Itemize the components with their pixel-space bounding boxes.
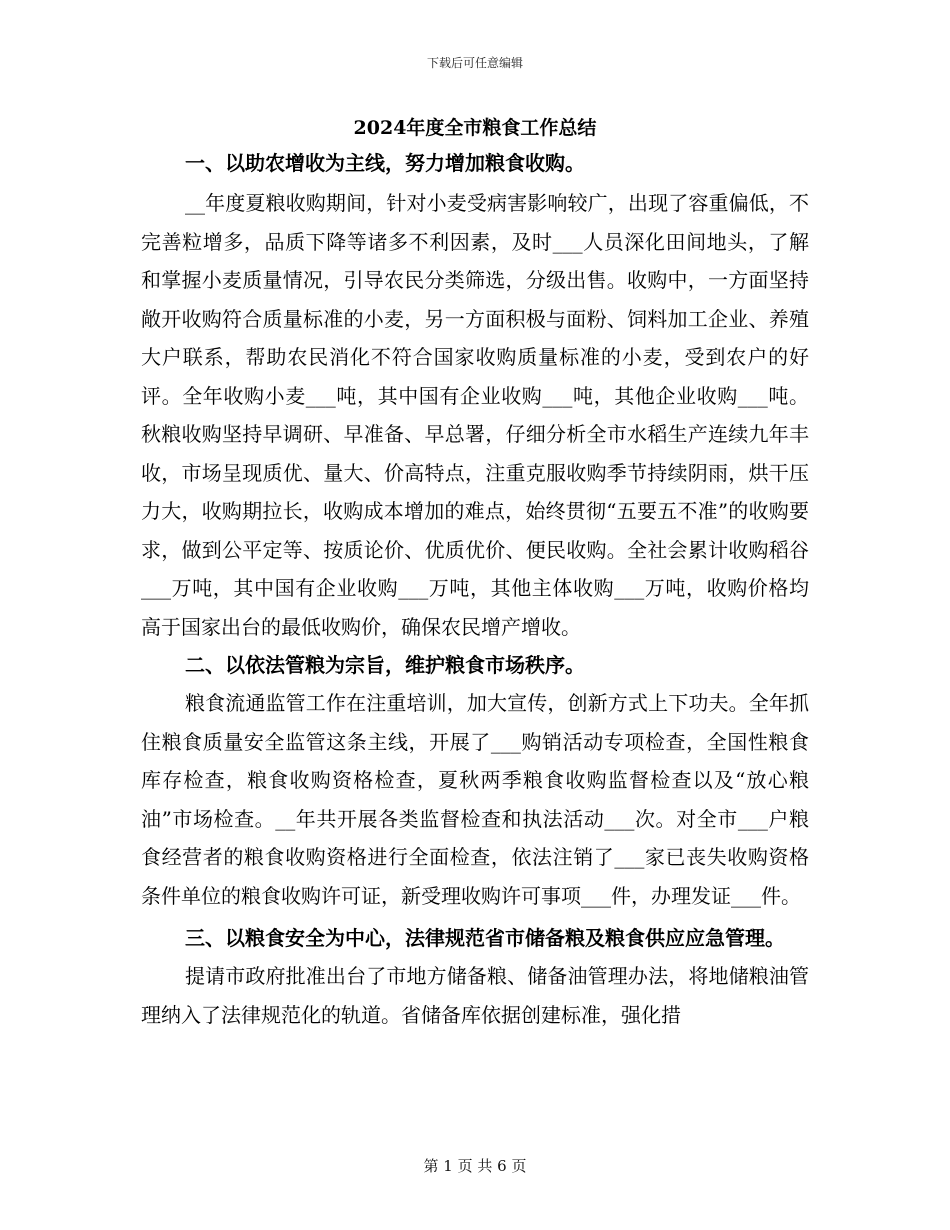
page-number: 第 1 页 共 6 页: [423, 1157, 527, 1175]
section-2-paragraph: 粮食流通监管工作在注重培训，加大宣传，创新方式上下功夫。全年抓住粮食质量安全监管这条主线，开展了___购销活动专项检查，全国性粮食库存检查，粮食收购资格检查，夏秋两季粮食收购监督检查以及“放心粮油”市场检查。__年共开展各类监督检查和执法活动___次。对全市___户粮食经营者的粮食收购资格进行全面检查，依法注销了___家已丧失收购资格条件单位的粮食收购许可证，新受理收购许可事项___件，办理发证___件。: [141, 691, 809, 908]
section-3-paragraph: 提请市政府批准出台了市地方储备粮、储备油管理办法，将地储粮油管理纳入了法律规范化的轨道。省储备库依据创建标准，强化措: [141, 964, 809, 1027]
section-1-heading: 一、以助农增收为主线，努力增加粮食收购。: [185, 151, 585, 175]
document-title: 2024年度全市粮食工作总结: [353, 117, 597, 139]
section-1-paragraph: __年度夏粮收购期间，针对小麦受病害影响较广，出现了容重偏低，不完善粒增多，品质下降等诸多不利因素，及时___人员深化田间地头，了解和掌握小麦质量情况，引导农民分类筛选，分级出售。收购中，一方面坚持敞开收购符合质量标准的小麦，另一方面积极与面粉、饲料加工企业、养殖大户联系，帮助农民消化不符合国家收购质量标准的小麦，受到农户的好评。全年收购小麦___吨，其中国有企业收购___吨，其他企业收购___吨。秋粮收购坚持早调研、早准备、早总署，仔细分析全市水稻生产连续九年丰收，市场呈现质优、量大、价高特点，注重克服收购季节持续阴雨，烘干压力大，收购期拉长，收购成本增加的难点，始终贯彻“五要五不准”的收购要求，做到公平定等、按质论价、优质优价、便民收购。全社会累计收购稻谷___万吨，其中国有企业收购___万吨，其他主体收购___万吨，收购价格均高于国家出台的最低收购价，确保农民增产增收。: [141, 191, 809, 639]
document-body: [141, 144, 809, 1034]
header-note: 下载后可任意编辑: [426, 56, 523, 70]
section-3-heading: 三、以粮食安全为中心，法律规范省市储备粮及粮食供应应急管理。: [185, 926, 785, 950]
section-2-heading: 二、以依法管粮为宗旨，维护粮食市场秩序。: [185, 653, 585, 677]
